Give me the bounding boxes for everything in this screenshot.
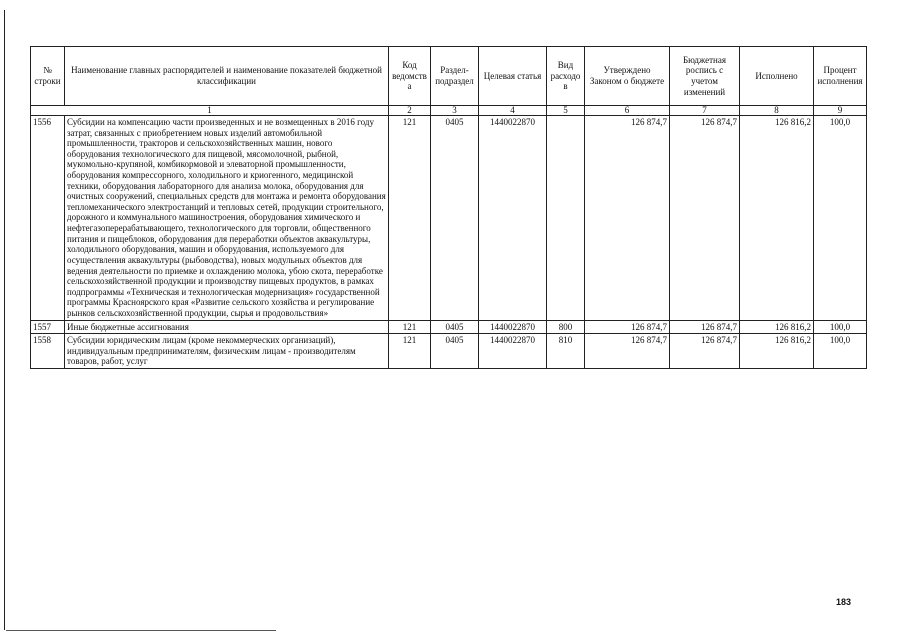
header-target-article: Целевая статья <box>479 47 547 106</box>
row-name: Субсидии юридическим лицам (кроме некоммерческих организаций), индивидуальным предпринимателям, физическим лицам - производителям товаров, работ, услуг <box>65 334 389 369</box>
column-number: 9 <box>814 106 867 116</box>
row-number: 1558 <box>31 334 65 369</box>
header-section: Раздел-подраздел <box>431 47 479 106</box>
left-margin-rule <box>4 10 5 630</box>
row-dept-code: 121 <box>389 334 431 369</box>
column-number: 3 <box>431 106 479 116</box>
column-number: 4 <box>479 106 547 116</box>
column-number-row <box>31 106 867 116</box>
row-percent: 100,0 <box>814 116 867 321</box>
table-row <box>31 320 867 334</box>
row-target-article: 1440022870 <box>479 334 547 369</box>
header-percent: Процент исполнения <box>814 47 867 106</box>
column-number: 2 <box>389 106 431 116</box>
row-percent: 100,0 <box>814 334 867 369</box>
row-number: 1557 <box>31 320 65 334</box>
header-row <box>31 47 867 106</box>
row-approved: 126 874,7 <box>585 320 670 334</box>
table-row <box>31 334 867 369</box>
header-name: Наименование главных распорядителей и наименование показателей бюджетной классификации <box>65 47 389 106</box>
row-section: 0405 <box>431 320 479 334</box>
row-percent: 100,0 <box>814 320 867 334</box>
row-dept-code: 121 <box>389 320 431 334</box>
column-number: 8 <box>740 106 814 116</box>
row-executed: 126 816,2 <box>740 334 814 369</box>
row-number: 1556 <box>31 116 65 321</box>
page-number: 183 <box>836 597 852 607</box>
row-expense-type: 810 <box>547 334 585 369</box>
row-name: Иные бюджетные ассигнования <box>65 320 389 334</box>
header-row-number: № строки <box>31 47 65 106</box>
header-expense-type: Вид расходов <box>547 47 585 106</box>
column-number: 6 <box>585 106 670 116</box>
row-section: 0405 <box>431 334 479 369</box>
header-dept-code: Код ведомства <box>389 47 431 106</box>
row-budget-schedule: 126 874,7 <box>670 116 740 321</box>
row-dept-code: 121 <box>389 116 431 321</box>
column-number: 7 <box>670 106 740 116</box>
row-executed: 126 816,2 <box>740 116 814 321</box>
table-row <box>31 116 867 321</box>
row-target-article: 1440022870 <box>479 320 547 334</box>
row-target-article: 1440022870 <box>479 116 547 321</box>
header-executed: Исполнено <box>740 47 814 106</box>
row-section: 0405 <box>431 116 479 321</box>
header-budget-schedule: Бюджетная роспись с учетом изменений <box>670 47 740 106</box>
row-name: Субсидии на компенсацию части произведенных и не возмещенных в 2016 году затрат, связанных с приобретением новых изделий автомобильной промышленности, тракторов и сельскохозяйственных машин, нового оборудования технологического для пищевой, мясомолочной, рыбной, мукомольно-крупяной, комбикормовой и элеваторной промышленности, оборудования компрессорного, холодильного и криогенного, медицинской техники, оборудования лабораторного для анализа молока, оборудования для очистных сооружений, специальных средств для монтажа и ремонта оборудования тепломеханического электростанций и тепловых сетей, продукции строительного, дорожного и коммунального машиностроения, оборудования химического и нефтегазоперерабатывающего, технологического для торговли, общественного питания и пищеблоков, оборудования для переработки объектов аквакультуры, холодильного оборудования, машин и оборудования, используемого для осуществления аквакультуры (рыбоводства), новых модульных объектов для ведения деятельности по приемке и охлаждению молока, убою скота, переработке сельскохозяйственной продукции и производству пищевых продуктов, в рамках подпрограммы «Техническая и технологическая модернизация» государственной программы Красноярского края «Развитие сельского хозяйства и регулирование рынков сельскохозяйственной продукции, сырья и продовольствия» <box>65 116 389 321</box>
row-budget-schedule: 126 874,7 <box>670 320 740 334</box>
row-expense-type <box>547 116 585 321</box>
row-approved: 126 874,7 <box>585 116 670 321</box>
bottom-rule <box>6 630 276 631</box>
row-approved: 126 874,7 <box>585 334 670 369</box>
row-budget-schedule: 126 874,7 <box>670 334 740 369</box>
column-number: 5 <box>547 106 585 116</box>
row-executed: 126 816,2 <box>740 320 814 334</box>
header-approved: Утверждено Законом о бюджете <box>585 47 670 106</box>
column-number: 1 <box>31 106 389 116</box>
budget-execution-table <box>30 46 867 369</box>
row-expense-type: 800 <box>547 320 585 334</box>
